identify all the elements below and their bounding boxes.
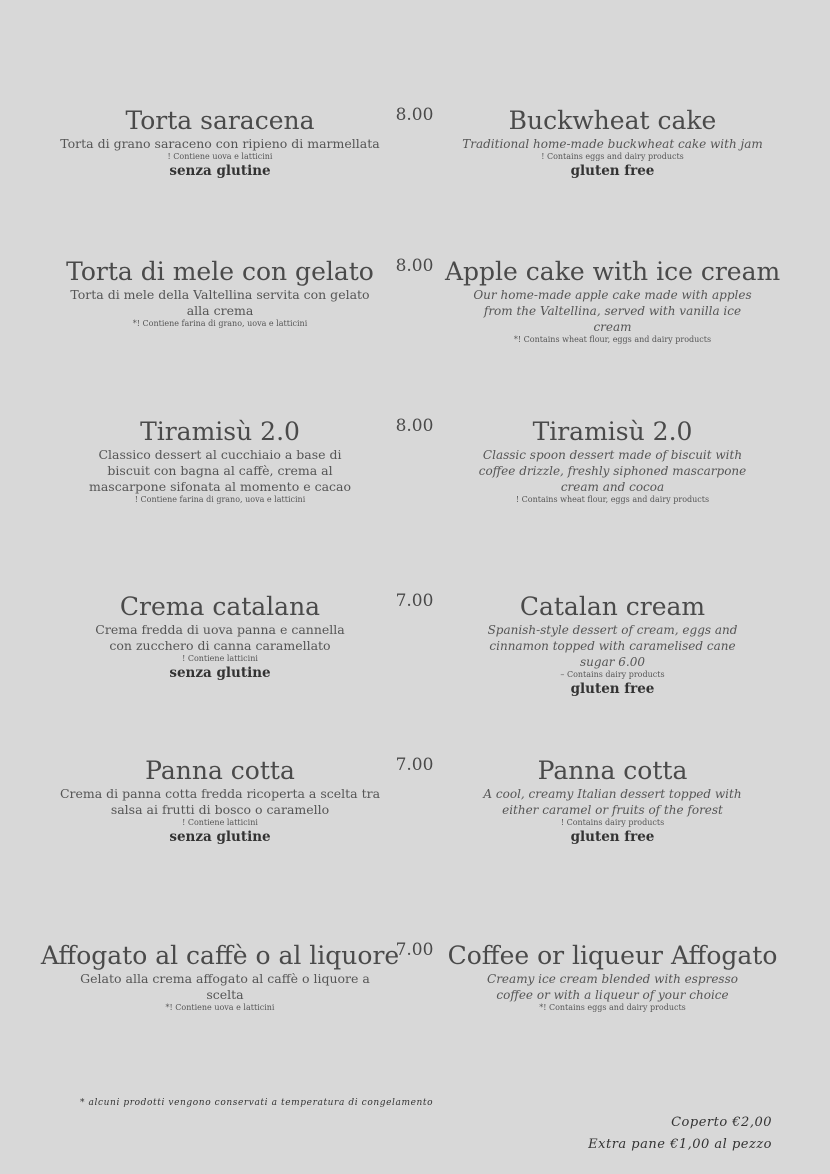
menu-item-en bbox=[445, 417, 780, 505]
menu-item-en bbox=[445, 756, 780, 846]
freezing-note: * alcuni prodotti vengono conservati a temperatura di congelamento bbox=[80, 1098, 434, 1108]
dish-description: Classico dessert al cucchiaio a base di biscuit con bagna al caffè, crema al mascarpone sifonata al momento e cacao bbox=[88, 447, 352, 494]
allergen-note: ! Contiene latticini bbox=[182, 818, 258, 827]
menu-item-it bbox=[40, 417, 400, 505]
dish-description-en: Our home-made apple cake made with apples from the Valtellina, served with vanilla ice cream bbox=[473, 288, 752, 334]
dish-description-en: Spanish-style dessert of cream, eggs and cinnamon topped with caramelised cane sugar 6.00 bbox=[487, 623, 738, 669]
allergen-note: ! Contiene latticini bbox=[182, 654, 258, 663]
extra-bread: Extra pane €1,00 al pezzo bbox=[588, 1137, 772, 1152]
dish-title-en: Apple cake with ice cream bbox=[445, 257, 781, 286]
dish-price: 7.00 bbox=[395, 940, 434, 960]
dish-title: Torta saracena bbox=[125, 106, 315, 135]
menu-item-en bbox=[445, 592, 780, 698]
dish-price: 8.00 bbox=[395, 105, 434, 125]
dish-description: Torta di mele della Valtellina servita con gelato alla crema bbox=[70, 287, 370, 318]
allergen-note: ! Contiene farina di grano, uova e latticini bbox=[134, 495, 306, 504]
dish-title-en: Buckwheat cake bbox=[508, 106, 717, 135]
dish-title: Tiramisù 2.0 bbox=[140, 417, 300, 446]
allergen-note-en: ! Contains wheat flour, eggs and dairy products bbox=[515, 495, 710, 504]
allergen-note: *! Contiene uova e latticini bbox=[165, 1003, 275, 1012]
dish-title-en: Catalan cream bbox=[519, 592, 706, 621]
dish-price: 8.00 bbox=[395, 256, 434, 276]
allergen-note-en: *! Contains eggs and dairy products bbox=[539, 1003, 686, 1012]
gluten-free-label-en: gluten free bbox=[570, 681, 655, 697]
menu-item-en bbox=[445, 257, 780, 345]
allergen-note: *! Contiene farina di grano, uova e latticini bbox=[132, 319, 308, 328]
dish-description-en: Traditional home-made buckwheat cake with jam bbox=[462, 137, 763, 151]
dish-description: Gelato alla crema affogato al caffè o liquore a scelta bbox=[80, 971, 370, 1002]
menu-item-it bbox=[40, 106, 400, 180]
menu-item-en bbox=[445, 106, 780, 180]
gluten-free-label: senza glutine bbox=[169, 665, 271, 681]
dish-description: Torta di grano saraceno con ripieno di marmellata bbox=[60, 136, 380, 151]
dish-price: 7.00 bbox=[395, 755, 434, 775]
allergen-note-en: ! Contains dairy products bbox=[560, 818, 665, 827]
gluten-free-label: senza glutine bbox=[169, 163, 271, 179]
dish-description-en: Classic spoon dessert made of biscuit with coffee drizzle, freshly siphoned mascarpone cream and cocoa bbox=[478, 448, 747, 494]
dish-title: Affogato al caffè o al liquore bbox=[40, 941, 400, 970]
dish-description: Crema di panna cotta fredda ricoperta a scelta tra salsa ai frutti di bosco o caramello bbox=[59, 786, 381, 817]
allergen-note-en: ! Contains eggs and dairy products bbox=[541, 152, 684, 161]
gluten-free-label: senza glutine bbox=[169, 829, 271, 845]
dish-title: Torta di mele con gelato bbox=[66, 257, 374, 286]
dish-price: 7.00 bbox=[395, 591, 434, 611]
gluten-free-label-en: gluten free bbox=[570, 163, 655, 179]
dish-description: Crema fredda di uova panna e cannella con zucchero di canna caramellato bbox=[95, 622, 345, 653]
cover-charge: Coperto €2,00 bbox=[671, 1115, 772, 1130]
allergen-note-en: *! Contains wheat flour, eggs and dairy products bbox=[513, 335, 712, 344]
allergen-note: ! Contiene uova e latticini bbox=[167, 152, 273, 161]
allergen-note-en: – Contains dairy products bbox=[560, 670, 665, 679]
menu-item-en bbox=[440, 941, 785, 1013]
dish-title: Crema catalana bbox=[119, 592, 321, 621]
menu-item-it bbox=[30, 941, 410, 1013]
gluten-free-label-en: gluten free bbox=[570, 829, 655, 845]
dish-price: 8.00 bbox=[395, 416, 434, 436]
menu-item-it bbox=[40, 257, 400, 329]
dish-description-en: Creamy ice cream blended with espresso coffee or with a liqueur of your choice bbox=[487, 972, 738, 1002]
menu-item-it bbox=[40, 592, 400, 682]
dish-description-en: A cool, creamy Italian dessert topped with either caramel or fruits of the forest bbox=[483, 787, 742, 817]
menu-item-it bbox=[40, 756, 400, 846]
dish-title-en: Coffee or liqueur Affogato bbox=[447, 941, 778, 970]
dish-title: Panna cotta bbox=[145, 756, 295, 785]
dish-title-en: Tiramisù 2.0 bbox=[532, 417, 693, 446]
dish-title-en: Panna cotta bbox=[537, 756, 688, 785]
